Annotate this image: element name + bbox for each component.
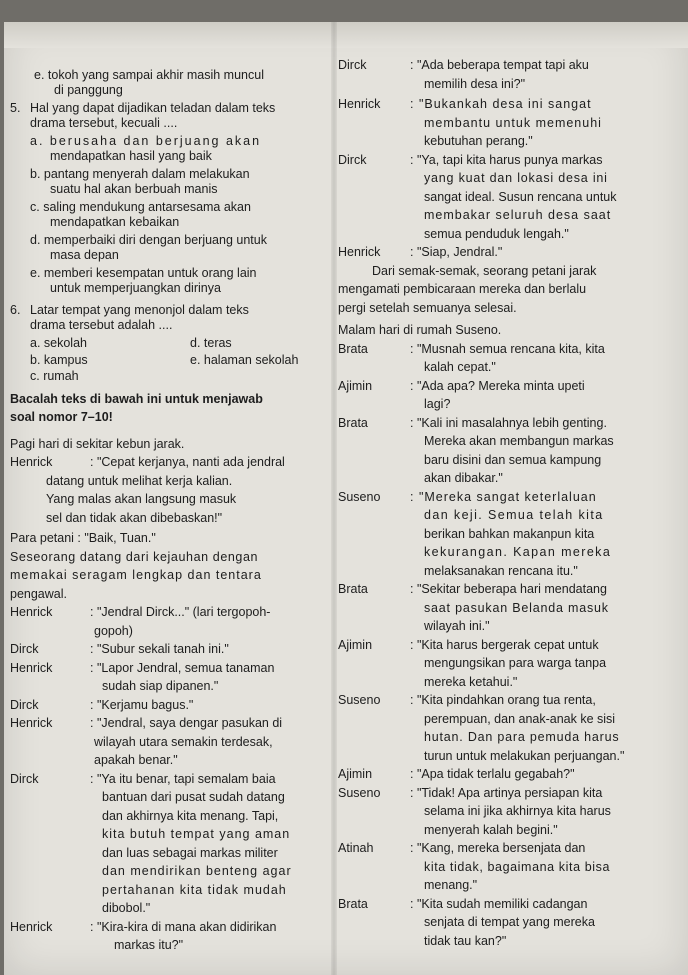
utterance: : "Jendral, saya dengar pasukan di	[90, 716, 283, 730]
utterance-cont: menang."	[424, 878, 478, 892]
utterance-cont: datang untuk melihat kerja kalian.	[46, 473, 233, 488]
dialogue-henrick-2	[10, 603, 336, 622]
speaker: Brata	[338, 896, 368, 911]
utterance-cont: dan keji. Semua telah kita	[424, 508, 604, 522]
utterance-cont: Yang malas akan langsung masuk	[46, 492, 237, 506]
right-column	[338, 22, 684, 975]
utterance: : "Mereka sangat keterlaluan	[410, 489, 597, 504]
dialogue-dirck-2	[10, 696, 336, 715]
utterance-cont: lagi?	[424, 397, 451, 411]
utterance-cont: dibobol."	[102, 901, 151, 915]
speaker: Dirck	[10, 697, 39, 712]
dialogue-ajimin-r12	[338, 636, 684, 655]
narration-r5-line2: mengamati pembicaraan mereka dan berlalu	[338, 282, 587, 296]
speaker: Atinah	[338, 841, 374, 855]
dialogue-brata-r7	[338, 340, 684, 359]
q5-option-b: b. pantang menyerah dalam melakukan	[30, 167, 250, 181]
q5-option-d: d. memperbaiki diri dengan berjuang untuk	[30, 233, 267, 247]
q5-number: 5.	[10, 101, 21, 115]
speaker: Brata	[338, 341, 368, 356]
utterance-cont: wilayah ini."	[424, 619, 490, 633]
dialogue-suseno-r15	[338, 784, 684, 803]
utterance-cont: baru disini dan semua kampung	[424, 452, 602, 467]
utterance-cont: wilayah utara semakin terdesak,	[94, 734, 273, 749]
utterance-cont: bantuan dari pusat sudah datang	[102, 790, 285, 804]
speaker: Henrick	[10, 455, 53, 469]
utterance-cont: kalah cepat."	[424, 360, 496, 374]
dialogue-henrick-r2	[338, 95, 684, 114]
dialogue-atinah-r16	[338, 839, 684, 858]
utterance: : "Kerjamu bagus."	[90, 697, 194, 712]
dialogue-suseno-r10	[338, 488, 684, 507]
narration-line1: Seseorang datang dari kejauhan dengan	[10, 549, 259, 564]
utterance: : "Tidak! Apa artinya persiapan kita	[410, 785, 603, 800]
dialogue-henrick-r4	[338, 243, 684, 262]
speaker: Ajimin	[338, 378, 373, 393]
utterance: : "Cepat kerjanya, nanti ada jendral	[90, 455, 285, 469]
q5-option-a: a. berusaha dan berjuang akan	[30, 134, 262, 148]
dialogue-ajimin-r14	[338, 765, 684, 784]
utterance: : "Kita pindahkan orang tua renta,	[410, 693, 596, 707]
utterance: : "Subur sekali tanah ini."	[90, 642, 229, 656]
speaker: Henrick	[338, 97, 381, 111]
q5-option-c: c. saling mendukung antarsesama akan	[30, 200, 251, 214]
utterance: : "Kali ini masalahnya lebih genting.	[410, 415, 607, 430]
q6-option-b: b. kampus	[30, 352, 88, 367]
utterance-cont: apakah benar."	[94, 753, 178, 767]
utterance-cont: dan mendirikan benteng agar	[102, 864, 292, 878]
speaker: Dirck	[338, 152, 367, 167]
farmers-reply: Para petani : "Baik, Tuan."	[10, 531, 156, 545]
dialogue-dirck-r1	[338, 56, 684, 75]
dialogue-brata-r11	[338, 580, 684, 599]
utterance-cont: kekurangan. Kapan mereka	[424, 545, 612, 559]
speaker: Dirck	[338, 58, 367, 72]
q5-option-e: e. memberi kesempatan untuk orang lain	[30, 266, 257, 280]
q6-number: 6.	[10, 303, 21, 317]
story-scene-2: Malam hari di rumah Suseno.	[338, 323, 502, 337]
speaker: Ajimin	[338, 767, 373, 781]
utterance: : "Musnah semua rencana kita, kita	[410, 341, 605, 356]
utterance-cont: senjata di tempat yang mereka	[424, 915, 595, 929]
speaker: Henrick	[10, 605, 53, 619]
q4-option-e: e. tokoh yang sampai akhir masih muncul	[34, 68, 264, 82]
dialogue-ajimin-r8	[338, 377, 684, 396]
speaker: Brata	[338, 415, 368, 430]
speaker: Henrick	[10, 716, 53, 730]
utterance-cont: pertahanan kita tidak mudah	[102, 882, 287, 897]
narration-line3: pengawal.	[10, 586, 67, 601]
utterance-cont: hutan. Dan para pemuda harus	[424, 730, 620, 744]
utterance: : "Kita sudah memiliki cadangan	[410, 896, 588, 911]
utterance: : "Jendral Dirck..." (lari tergopoh-	[90, 605, 271, 619]
q6-options-row3	[10, 367, 336, 386]
utterance: : "Apa tidak terlalu gegabah?"	[410, 767, 575, 781]
utterance: : "Kira-kira di mana akan didirikan	[90, 919, 277, 934]
narration-r5-line3: pergi setelah semuanya selesai.	[338, 300, 517, 315]
narration-r5-line1: Dari semak-semak, seorang petani jarak	[372, 263, 597, 278]
speaker: Ajimin	[338, 637, 373, 652]
utterance-cont: tidak tau kan?"	[424, 933, 507, 948]
dialogue-dirck-3	[10, 770, 336, 789]
q6-option-d: d. teras	[190, 336, 232, 350]
utterance: : "Kang, mereka bersenjata dan	[410, 841, 586, 855]
utterance-cont: akan dibakar."	[424, 471, 503, 485]
q6-stem-line1: Latar tempat yang menonjol dalam teks	[30, 303, 249, 317]
q5-stem-line1: Hal yang dapat dijadikan teladan dalam teks	[30, 101, 276, 115]
left-column	[4, 22, 336, 975]
dialogue-suseno-r13	[338, 691, 684, 710]
q6-option-c: c. rumah	[30, 369, 79, 383]
utterance-cont: membantu untuk memenuhi	[424, 115, 602, 130]
utterance: : "Kita harus bergerak cepat untuk	[410, 637, 599, 652]
utterance-cont: turun untuk melakukan perjuangan."	[424, 748, 625, 763]
speaker: Suseno	[338, 489, 381, 504]
utterance-cont: dan luas sebagai markas militer	[102, 845, 278, 860]
dialogue-brata-r17	[338, 895, 684, 914]
dialogue-henrick-1	[10, 453, 336, 472]
dialogue-henrick-5	[10, 918, 336, 937]
utterance-cont: sudah siap dipanen."	[102, 679, 219, 693]
utterance-cont: sangat ideal. Susun rencana untuk	[424, 189, 617, 204]
speaker: Henrick	[338, 245, 381, 259]
q5-option-a-cont: mendapatkan hasil yang baik	[50, 148, 212, 163]
q5-option-d-cont: masa depan	[50, 247, 119, 262]
dialogue-brata-r9	[338, 414, 684, 433]
q5-option-c-cont: mendapatkan kebaikan	[50, 214, 180, 229]
utterance-cont: kebutuhan perang."	[424, 134, 533, 148]
speaker: Dirck	[10, 771, 39, 786]
q5-option-b-cont: suatu hal akan berbuah manis	[50, 181, 218, 196]
story-scene-1: Pagi hari di sekitar kebun jarak.	[10, 436, 185, 451]
utterance: : "Ya, tapi kita harus punya markas	[410, 152, 603, 167]
utterance-cont: kita tidak, bagaimana kita bisa	[424, 859, 611, 874]
dialogue-dirck-1	[10, 640, 336, 659]
dialogue-henrick-3	[10, 659, 336, 678]
utterance-cont: memilih desa ini?"	[424, 76, 526, 91]
utterance: : "Siap, Jendral."	[410, 245, 503, 259]
speaker: Henrick	[10, 919, 53, 934]
utterance: : "Bukankah desa ini sangat	[410, 97, 592, 111]
speaker: Suseno	[338, 785, 381, 800]
q6-option-a: a. sekolah	[30, 336, 87, 350]
utterance: : "Ada beberapa tempat tapi aku	[410, 58, 589, 72]
q5-stem-line2: drama tersebut, kecuali ....	[30, 115, 178, 130]
speaker: Brata	[338, 582, 368, 596]
utterance-cont: berikan bahkan makanpun kita	[424, 526, 595, 541]
utterance-cont: kita butuh tempat yang aman	[102, 827, 291, 841]
speaker: Dirck	[10, 642, 39, 656]
q6-option-e: e. halaman sekolah	[190, 352, 299, 367]
utterance-cont: selama ini jika akhirnya kita harus	[424, 804, 611, 818]
utterance-cont: sel dan tidak akan dibebaskan!"	[46, 510, 223, 525]
utterance-cont: dan akhirnya kita menang. Tapi,	[102, 808, 279, 823]
book-page	[4, 22, 688, 975]
utterance-cont: saat pasukan Belanda masuk	[424, 600, 609, 615]
utterance-cont: markas itu?"	[114, 938, 184, 952]
instruction-line1: Bacalah teks di bawah ini untuk menjawab	[10, 391, 263, 406]
utterance-cont: melaksanakan rencana itu."	[424, 563, 578, 578]
utterance-cont: perempuan, dan anak-anak ke sisi	[424, 711, 616, 726]
utterance-cont: gopoh)	[94, 623, 133, 638]
q6-stem-line2: drama tersebut adalah ....	[30, 317, 173, 332]
speaker: Henrick	[10, 660, 53, 675]
utterance-cont: mereka ketahui."	[424, 674, 518, 689]
utterance-cont: Mereka akan membangun markas	[424, 434, 614, 448]
utterance: : "Lapor Jendral, semua tanaman	[90, 660, 275, 675]
utterance-cont: yang kuat dan lokasi desa ini	[424, 171, 608, 185]
utterance: : "Ya itu benar, tapi semalam baia	[90, 771, 276, 786]
utterance-cont: mengungsikan para warga tanpa	[424, 656, 607, 670]
dialogue-dirck-r3	[338, 151, 684, 170]
speaker: Suseno	[338, 693, 381, 707]
q5-option-e-cont: untuk memperjuangkan dirinya	[50, 280, 221, 295]
utterance-cont: menyerah kalah begini."	[424, 822, 558, 837]
narration-line2: memakai seragam lengkap dan tentara	[10, 568, 262, 582]
q4-option-e-cont: di panggung	[54, 82, 123, 97]
utterance-cont: semua penduduk lengah."	[424, 226, 569, 241]
instruction-line2: soal nomor 7–10!	[10, 410, 113, 424]
utterance: : "Sekitar beberapa hari mendatang	[410, 582, 607, 596]
utterance: : "Ada apa? Mereka minta upeti	[410, 378, 585, 393]
dialogue-henrick-4	[10, 714, 336, 733]
utterance-cont: membakar seluruh desa saat	[424, 208, 612, 222]
